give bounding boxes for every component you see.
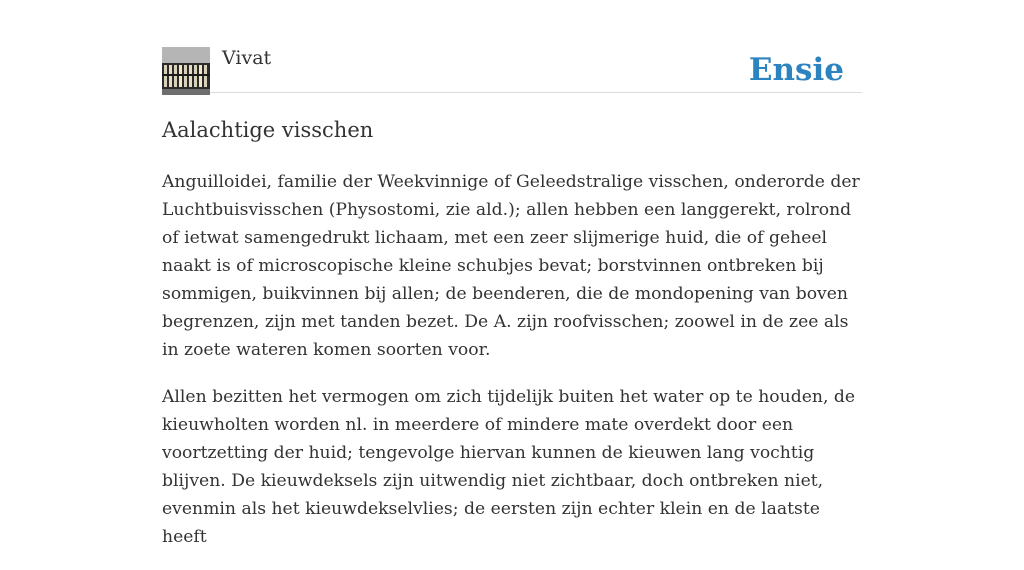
article-paragraph: Allen bezitten het vermogen om zich tijdelijk buiten het water op te houden, de kieuwholten worden nl. in meerdere of mindere mate overdekt door een voortzetting der huid; tengevolge hiervan kunnen de kieuwen lang vochtig blijven. De kieuwdeksels zijn uitwendig niet zichtbaar, doch ontbreken niet, evenmin als het kieuwdekselvlies; de eersten zijn echter klein en de laatste heeft bbox=[162, 387, 856, 547]
ensie-logo[interactable]: Ensie bbox=[748, 52, 844, 88]
article-paragraph: Anguilloidei, familie der Weekvinnige of Geleedstralige visschen, onderorde der Luchtbuisvisschen (Physostomi, zie ald.); allen hebben een langgerekt, rolrond of ietwat samengedrukt lichaam, met een zeer slijmerige huid, die of geheel naakt is of microscopische kleine schubjes bevat; borstvinnen ontbreken bij sommigen, buikvinnen bij allen; de beenderen, die de mondopening van boven begrenzen, zijn met tanden bezet. De A. zijn roofvisschen; zoowel in de zee als in zoete wateren komen soorten voor. bbox=[162, 172, 860, 360]
book-spines-avatar-icon bbox=[162, 47, 210, 95]
source-avatar[interactable] bbox=[162, 47, 210, 95]
source-name[interactable]: Vivat bbox=[222, 47, 272, 69]
article-body bbox=[162, 168, 866, 570]
article-title: Aalachtige visschen bbox=[162, 118, 374, 142]
header bbox=[162, 46, 862, 93]
